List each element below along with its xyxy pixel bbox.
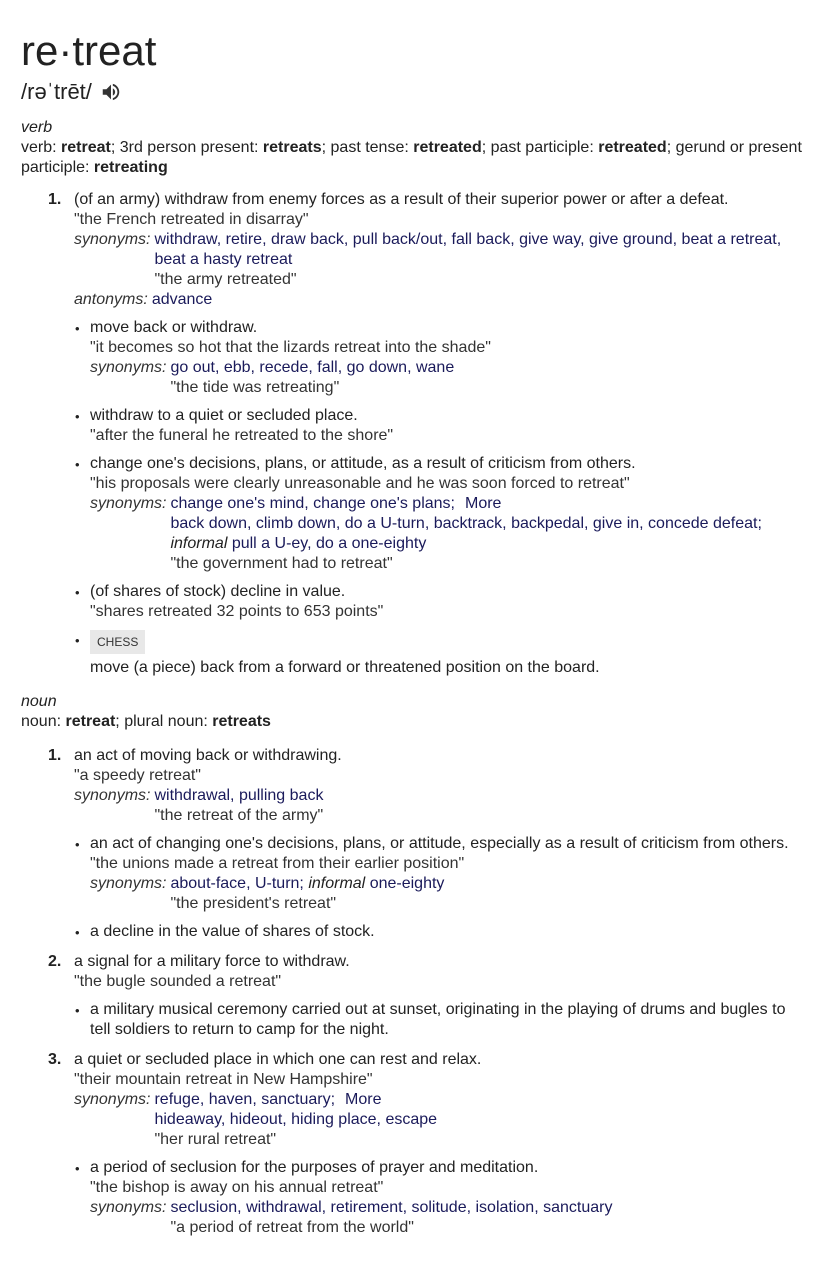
- example: "it becomes so hot that the lizards retreat into the shade": [90, 339, 491, 356]
- example: "shares retreated 32 points to 653 points": [90, 603, 384, 620]
- verb-pos: verb: [21, 119, 53, 136]
- synonym-list-more[interactable]: back down, climb down, do a U-turn, backtrack, backpedal, give in, concede defeat;: [170, 515, 762, 532]
- synonyms-label: synonyms:: [74, 1091, 151, 1108]
- phonetic-text: /rəˈtrēt/: [21, 79, 92, 104]
- speaker-icon[interactable]: [100, 81, 122, 103]
- synonym-list[interactable]: about-face, U-turn;: [170, 875, 304, 892]
- synonyms-label: synonyms:: [74, 231, 151, 248]
- definition: a quiet or secluded place in which one can rest and relax.: [74, 1051, 482, 1068]
- noun-sense-2: [21, 952, 804, 1040]
- subsense: [74, 1158, 804, 1238]
- headword: re·treat: [21, 27, 157, 74]
- synonym-example: "a period of retreat from the world": [170, 1219, 414, 1236]
- sense-number: 1.: [48, 191, 62, 208]
- example: "his proposals were clearly unreasonable and he was soon forced to retreat": [90, 475, 630, 492]
- synonym-example: "the retreat of the army": [154, 807, 324, 824]
- definition: an act of moving back or withdrawing.: [74, 747, 342, 764]
- synonym-example: "the president's retreat": [170, 895, 337, 912]
- synonyms-label: synonyms:: [90, 875, 167, 892]
- synonyms-row: [90, 358, 804, 398]
- synonym-example: "the government had to retreat": [170, 555, 393, 572]
- synonyms-row: [74, 786, 804, 826]
- synonym-list[interactable]: refuge, haven, sanctuary;: [154, 1091, 336, 1108]
- more-synonyms-button[interactable]: More: [465, 495, 502, 512]
- register-label: informal: [308, 875, 366, 892]
- subsense: [74, 834, 804, 914]
- verb-sense-1: [21, 190, 804, 678]
- noun-pos: noun: [21, 693, 57, 710]
- definition: move (a piece) back from a forward or threatened position on the board.: [90, 659, 600, 676]
- synonym-list[interactable]: withdraw, retire, draw back, pull back/out, fall back, give way, give ground, beat a retreat, beat a hasty retreat: [154, 231, 782, 268]
- noun-sense-3: [21, 1050, 804, 1238]
- synonym-list-informal[interactable]: pull a U-ey, do a one-eighty: [231, 535, 427, 552]
- synonym-list[interactable]: go out, ebb, recede, fall, go down, wane: [170, 359, 455, 376]
- subsense: [74, 630, 804, 678]
- noun-sense-2-subsenses: [74, 1000, 804, 1040]
- noun-forms: noun: retreat; plural noun: retreats: [21, 713, 271, 730]
- example: "the bugle sounded a retreat": [74, 973, 282, 990]
- antonyms-label: antonyms:: [74, 291, 148, 308]
- verb-forms: verb: retreat; 3rd person present: retreats; past tense: retreated; past participle: retreated; gerund or present participle: retreating: [21, 139, 802, 176]
- synonyms-label: synonyms:: [90, 1199, 167, 1216]
- subsense: [74, 1000, 804, 1040]
- subsense: [74, 318, 804, 398]
- definition: • a period of seclusion for the purposes of prayer and meditation.: [90, 1159, 539, 1176]
- example: "the bishop is away on his annual retreat": [90, 1179, 384, 1196]
- antonym-list[interactable]: advance: [151, 291, 213, 308]
- synonym-list-more[interactable]: hideaway, hideout, hiding place, escape: [154, 1111, 438, 1128]
- definition: • a decline in the value of shares of stock.: [90, 923, 375, 940]
- noun-sense-1-subsenses: [74, 834, 804, 942]
- verb-senses: [21, 190, 804, 678]
- sense-number: 3.: [48, 1051, 62, 1068]
- synonyms-row: [74, 1090, 804, 1150]
- noun-senses: [21, 746, 804, 1238]
- synonym-example: "the army retreated": [154, 271, 297, 288]
- example: "their mountain retreat in New Hampshire": [74, 1071, 373, 1088]
- synonym-list[interactable]: seclusion, withdrawal, retirement, solitude, isolation, sanctuary: [170, 1199, 613, 1216]
- synonym-list[interactable]: withdrawal, pulling back: [154, 787, 324, 804]
- synonym-example: "the tide was retreating": [170, 379, 340, 396]
- synonym-list[interactable]: change one's mind, change one's plans;: [170, 495, 455, 512]
- definition: • an act of changing one's decisions, plans, or attitude, especially as a result of criticism from others.: [90, 835, 789, 852]
- synonym-list-informal[interactable]: one-eighty: [369, 875, 445, 892]
- verb-sense-1-subsenses: [74, 318, 804, 678]
- more-synonyms-button[interactable]: More: [345, 1091, 382, 1108]
- synonyms-label: synonyms:: [90, 359, 167, 376]
- antonyms-row: [74, 290, 804, 310]
- sense-number: 1.: [48, 747, 62, 764]
- synonyms-row: [90, 874, 804, 914]
- sense-number: 2.: [48, 953, 62, 970]
- synonym-example: "her rural retreat": [154, 1131, 277, 1148]
- subsense: [74, 922, 804, 942]
- definition: • a military musical ceremony carried out at sunset, originating in the playing of drums and bugles to tell soldiers to return to camp for the night.: [90, 1001, 786, 1038]
- example: "the unions made a retreat from their earlier position": [90, 855, 465, 872]
- definition: (of an army) withdraw from enemy forces as a result of their superior power or after a defeat.: [74, 191, 729, 208]
- definition: a signal for a military force to withdraw.: [74, 953, 350, 970]
- definition: • withdraw to a quiet or secluded place.: [90, 407, 358, 424]
- noun-sense-1: [21, 746, 804, 942]
- example: "a speedy retreat": [74, 767, 201, 784]
- subsense: [74, 454, 804, 574]
- pronunciation: [21, 78, 804, 106]
- definition: • move back or withdraw.: [90, 319, 258, 336]
- definition: • change one's decisions, plans, or attitude, as a result of criticism from others.: [90, 455, 636, 472]
- synonyms-row: [90, 1198, 804, 1238]
- synonyms-row: [90, 494, 804, 574]
- example: "the French retreated in disarray": [74, 211, 309, 228]
- register-label: informal: [170, 535, 228, 552]
- synonyms-label: synonyms:: [74, 787, 151, 804]
- subsense: [74, 582, 804, 622]
- synonyms-row: [74, 230, 804, 290]
- synonyms-label: synonyms:: [90, 495, 167, 512]
- subsense: [74, 406, 804, 446]
- definition: • (of shares of stock) decline in value.: [90, 583, 346, 600]
- domain-tag: CHESS: [90, 630, 145, 654]
- noun-sense-3-subsenses: [74, 1158, 804, 1238]
- example: "after the funeral he retreated to the shore": [90, 427, 394, 444]
